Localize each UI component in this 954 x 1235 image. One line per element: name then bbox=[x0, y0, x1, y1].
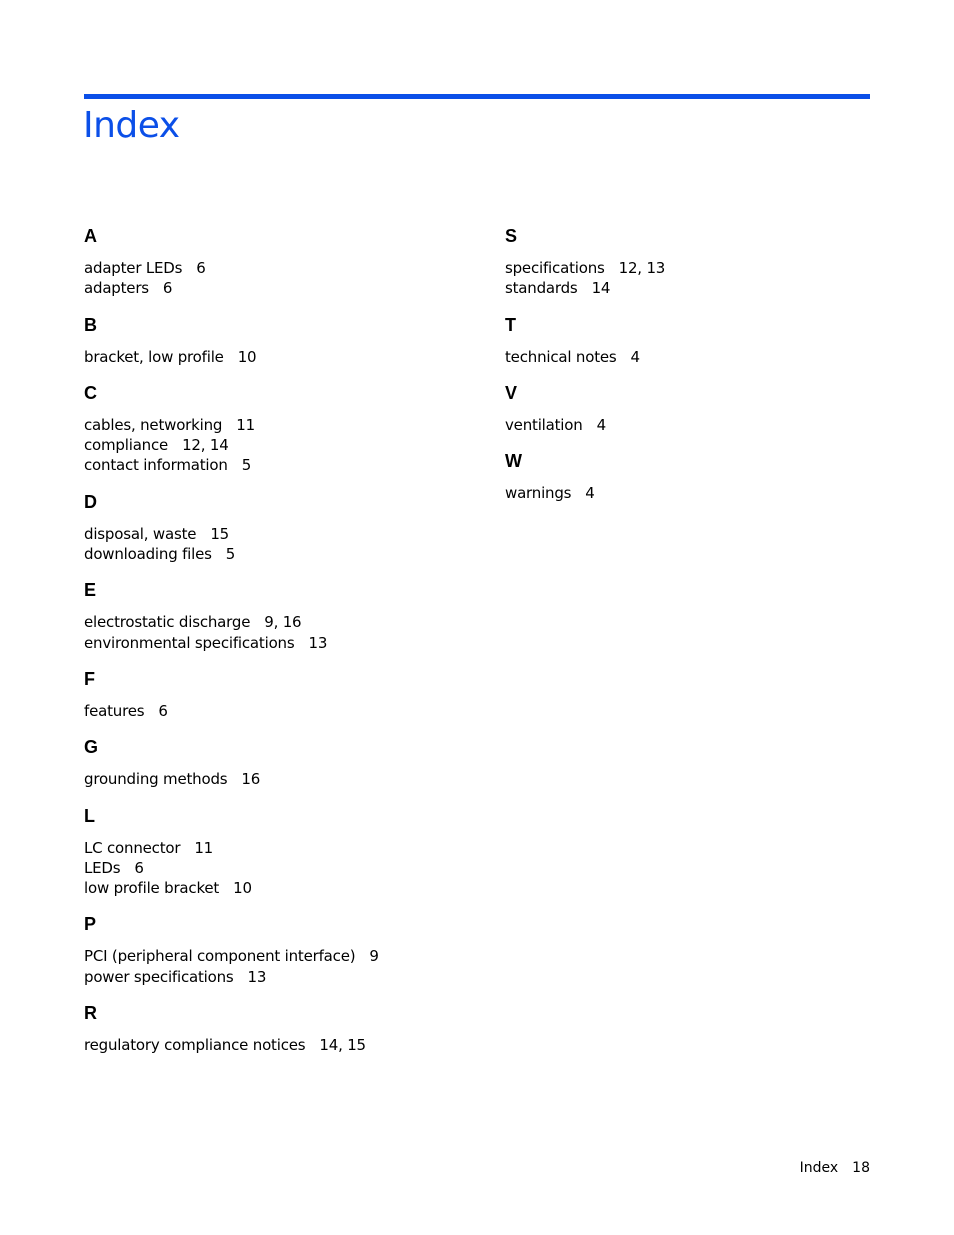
index-entry bbox=[84, 278, 484, 298]
title-rule bbox=[84, 94, 870, 99]
index-entry bbox=[505, 483, 905, 503]
index-entry-term: ventilation bbox=[505, 415, 583, 434]
index-letter-heading: C bbox=[84, 382, 97, 403]
index-entry-term: cables, networking bbox=[84, 415, 223, 434]
index-entry-pages[interactable]: 6 bbox=[162, 279, 173, 298]
index-section-v bbox=[505, 381, 905, 435]
index-entry bbox=[505, 258, 905, 278]
index-entry-term: technical notes bbox=[505, 347, 617, 366]
index-entry bbox=[505, 347, 905, 367]
index-entry-term: adapter LEDs bbox=[84, 259, 183, 277]
index-entry-pages[interactable]: 10 bbox=[233, 879, 252, 898]
index-section-d bbox=[84, 490, 484, 565]
index-entry-term: specifications bbox=[505, 259, 605, 277]
index-entry-pages[interactable]: 5 bbox=[225, 545, 236, 564]
index-letter-heading: L bbox=[84, 805, 95, 826]
index-entry bbox=[84, 878, 484, 898]
index-entry-term: contact information bbox=[84, 456, 228, 475]
index-entry-pages[interactable]: 12, 14 bbox=[182, 436, 229, 455]
index-letter-heading: G bbox=[84, 737, 99, 758]
index-section-w bbox=[505, 449, 905, 503]
index-entry-term: power specifications bbox=[84, 967, 234, 986]
index-entry-pages[interactable]: 6 bbox=[134, 858, 144, 877]
page-title: Index bbox=[83, 105, 180, 146]
index-entry bbox=[84, 435, 484, 455]
index-entry-pages[interactable]: 9, 16 bbox=[264, 613, 302, 632]
index-entry bbox=[84, 967, 484, 987]
index-entry-term: features bbox=[84, 701, 145, 720]
index-column-right bbox=[505, 224, 905, 517]
index-entry bbox=[84, 858, 484, 878]
index-section-e bbox=[84, 578, 484, 653]
index-letter-heading: D bbox=[84, 491, 97, 512]
index-entry-term: downloading files bbox=[84, 545, 212, 564]
index-letter-heading: F bbox=[84, 668, 95, 689]
index-entry bbox=[84, 946, 484, 966]
index-entry-term: disposal, waste bbox=[84, 524, 197, 543]
index-entry-pages[interactable]: 11 bbox=[236, 415, 255, 434]
index-letter-heading: V bbox=[505, 382, 518, 403]
index-entry bbox=[84, 1035, 484, 1055]
index-entry-term: PCI (peripheral component interface) bbox=[84, 947, 356, 966]
index-entry-term: bracket, low profile bbox=[84, 347, 224, 366]
index-entry-term: warnings bbox=[505, 484, 572, 503]
index-entry-pages[interactable]: 6 bbox=[196, 259, 206, 277]
index-entry-term: adapters bbox=[84, 279, 149, 298]
index-entry-pages[interactable]: 13 bbox=[247, 967, 267, 986]
index-letter-heading: S bbox=[505, 226, 518, 246]
index-entry bbox=[84, 633, 484, 653]
index-letter-heading: A bbox=[84, 226, 97, 246]
index-entry-pages[interactable]: 13 bbox=[308, 633, 328, 652]
index-entry-pages[interactable]: 5 bbox=[241, 456, 252, 475]
index-entry bbox=[84, 544, 484, 564]
index-entry bbox=[505, 278, 905, 298]
index-entry-pages[interactable]: 11 bbox=[194, 838, 214, 857]
index-section-c bbox=[84, 381, 484, 476]
footer-page-number: 18 bbox=[852, 1160, 870, 1176]
index-entry-term: regulatory compliance notices bbox=[84, 1036, 306, 1055]
index-letter-heading: B bbox=[84, 314, 97, 335]
index-entry-pages[interactable]: 4 bbox=[585, 484, 595, 503]
index-section-p bbox=[84, 912, 484, 987]
index-entry bbox=[84, 347, 484, 367]
index-entry bbox=[84, 612, 484, 632]
index-entry-term: LC connector bbox=[84, 838, 181, 857]
index-entry-term: standards bbox=[505, 279, 578, 298]
index-entry-term: LEDs bbox=[84, 858, 121, 877]
index-entry bbox=[84, 769, 484, 789]
index-entry bbox=[84, 524, 484, 544]
index-column-left bbox=[84, 224, 484, 1069]
index-letter-heading: W bbox=[505, 451, 522, 472]
index-entry-pages[interactable]: 10 bbox=[237, 347, 257, 366]
index-entry bbox=[84, 838, 484, 858]
footer-label: Index bbox=[799, 1160, 839, 1176]
index-entry-pages[interactable]: 9 bbox=[369, 947, 379, 966]
index-letter-heading: R bbox=[84, 1003, 97, 1024]
index-entry-term: compliance bbox=[84, 436, 169, 455]
index-entry-term: electrostatic discharge bbox=[84, 613, 251, 632]
index-section-b bbox=[84, 313, 484, 367]
index-section-g bbox=[84, 735, 484, 789]
index-section-s bbox=[505, 224, 905, 299]
index-letter-heading: T bbox=[505, 314, 516, 335]
index-section-l bbox=[84, 804, 484, 899]
page-footer bbox=[800, 1158, 870, 1178]
index-entry bbox=[84, 701, 484, 721]
index-entry-pages[interactable]: 4 bbox=[630, 347, 640, 366]
index-entry-pages[interactable]: 12, 13 bbox=[618, 259, 666, 277]
index-section-f bbox=[84, 667, 484, 721]
index-letter-heading: E bbox=[84, 580, 97, 601]
index-section-a bbox=[84, 224, 484, 299]
index-entry-pages[interactable]: 4 bbox=[596, 415, 606, 434]
index-entry bbox=[84, 415, 484, 435]
index-entry bbox=[84, 455, 484, 475]
index-entry-pages[interactable]: 16 bbox=[241, 770, 261, 789]
index-section-t bbox=[505, 313, 905, 367]
index-entry-term: environmental specifications bbox=[84, 633, 295, 652]
index-entry-pages[interactable]: 6 bbox=[158, 701, 168, 720]
index-entry-term: low profile bracket bbox=[84, 879, 220, 898]
index-entry-pages[interactable]: 14, 15 bbox=[319, 1036, 366, 1055]
index-entry bbox=[505, 415, 905, 435]
index-entry-pages[interactable]: 15 bbox=[210, 524, 229, 543]
index-entry-pages[interactable]: 14 bbox=[591, 279, 611, 298]
index-entry bbox=[84, 258, 484, 278]
index-letter-heading: P bbox=[84, 914, 97, 935]
index-entry-term: grounding methods bbox=[84, 770, 228, 789]
index-section-r bbox=[84, 1001, 484, 1055]
